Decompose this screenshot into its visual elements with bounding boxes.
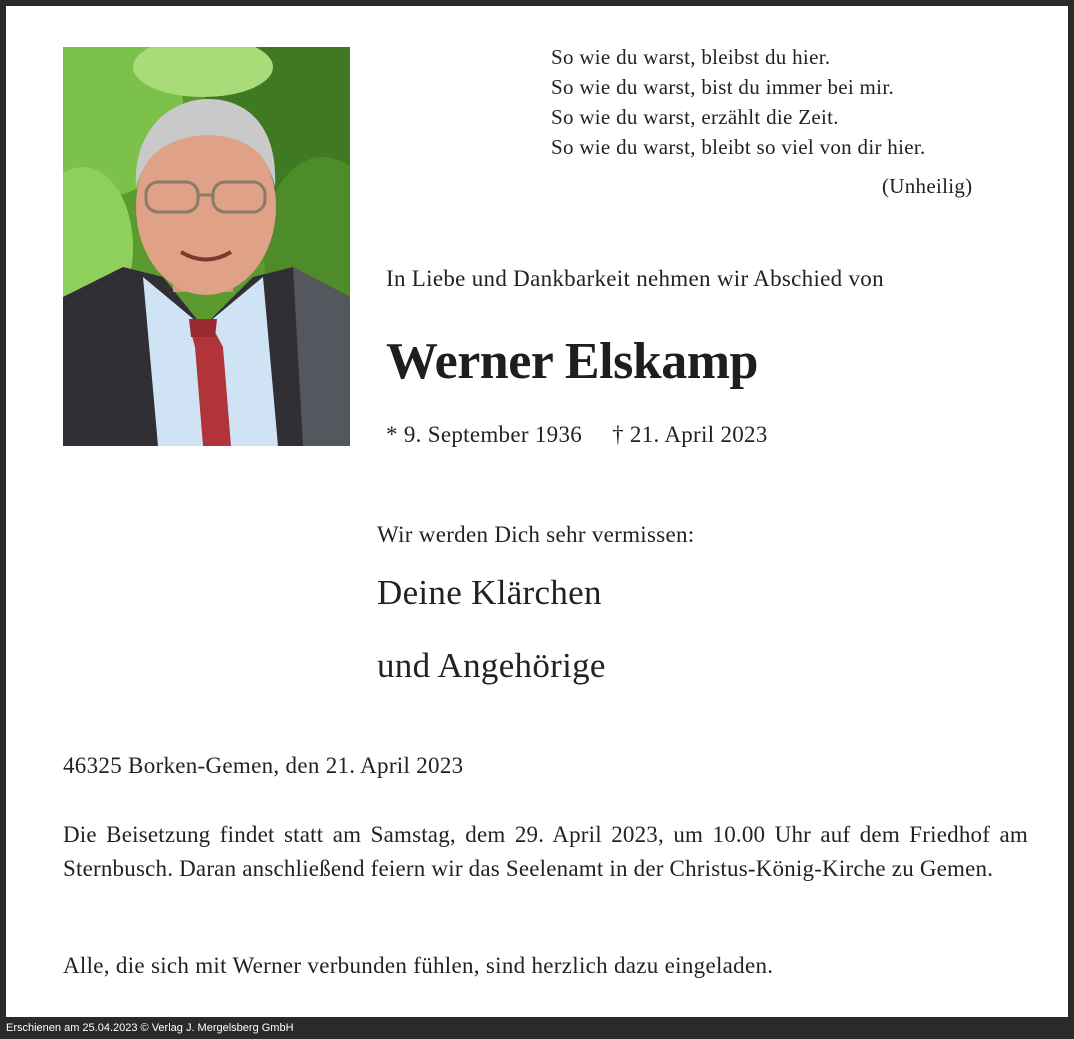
poem-line: So wie du warst, bleibt so viel von dir hier. [551,135,926,159]
death-date: † 21. April 2023 [612,422,768,447]
place-and-date: 46325 Borken-Gemen, den 21. April 2023 [63,753,464,778]
poem-line: So wie du warst, bist du immer bei mir. [551,75,895,99]
obituary-card [6,6,1068,1017]
invitation: Alle, die sich mit Werner verbunden fühlen, sind herzlich dazu eingeladen. [63,953,774,978]
poem-line: So wie du warst, bleibst du hier. [551,45,831,69]
poem-source: (Unheilig) [882,174,973,198]
burial-details: Die Beisetzung findet statt am Samstag, dem 29. April 2023, um 10.00 Uhr auf dem Friedhof am Sternbusch. Daran anschließend feiern wir das Seelenamt in der Christus-König-Kirche zu Gemen. [63,822,1028,881]
poem [551,42,1021,162]
life-dates [386,422,768,448]
deceased-name: Werner Elskamp [386,333,758,390]
publication-footer: Erschienen am 25.04.2023 © Verlag J. Mergelsberg GmbH [6,1022,294,1034]
mourner-relatives: und Angehörige [377,646,606,685]
mourners-intro: Wir werden Dich sehr vermissen: [377,522,695,547]
portrait-photo [63,47,350,446]
farewell-intro: In Liebe und Dankbarkeit nehmen wir Abschied von [386,266,884,291]
mourner-name: Deine Klärchen [377,573,602,612]
birth-date: * 9. September 1936 [386,422,583,447]
poem-line: So wie du warst, erzählt die Zeit. [551,105,839,129]
